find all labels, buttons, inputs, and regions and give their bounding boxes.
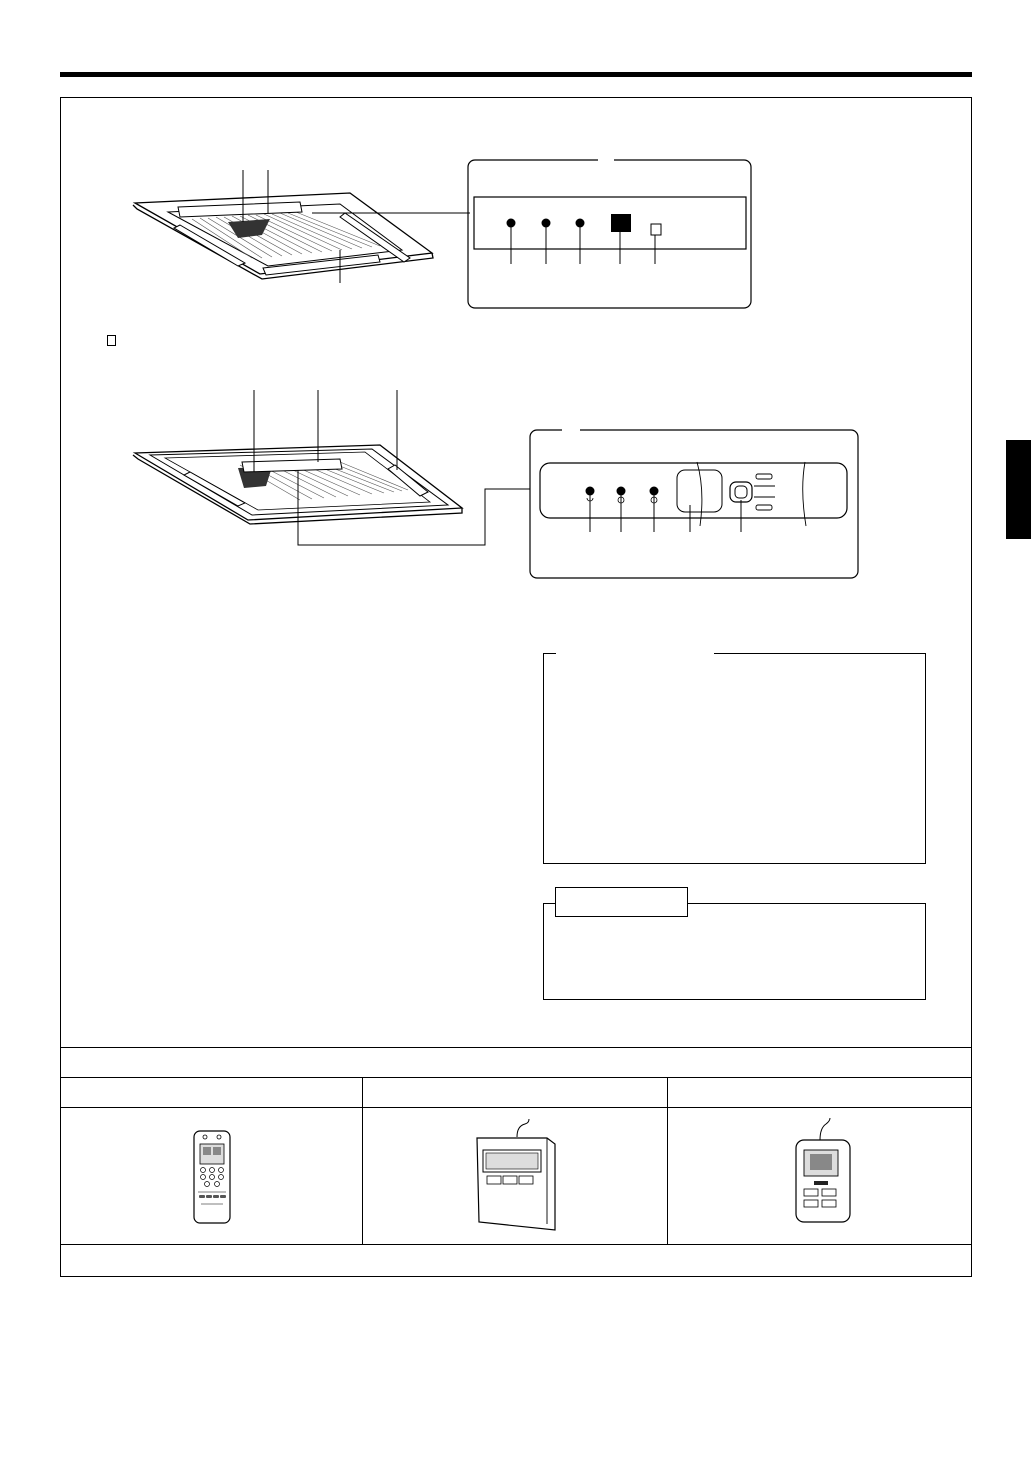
wired-remote-compact-icon: [790, 1118, 860, 1224]
caution-tag: [555, 887, 688, 917]
table-bottom-rule: [60, 1244, 972, 1245]
wireless-remote-icon: [193, 1130, 233, 1226]
wired-remote-large-icon: [467, 1118, 567, 1233]
table-header-rule: [60, 1077, 972, 1078]
table-top-rule: [60, 1047, 972, 1048]
table-header-bottom-rule: [60, 1107, 972, 1108]
note-box: [543, 653, 926, 864]
note-box-title-gap: [556, 648, 714, 658]
table-col-divider-1: [362, 1077, 363, 1244]
caution-box: [543, 903, 926, 1000]
table-col-divider-2: [667, 1077, 668, 1244]
